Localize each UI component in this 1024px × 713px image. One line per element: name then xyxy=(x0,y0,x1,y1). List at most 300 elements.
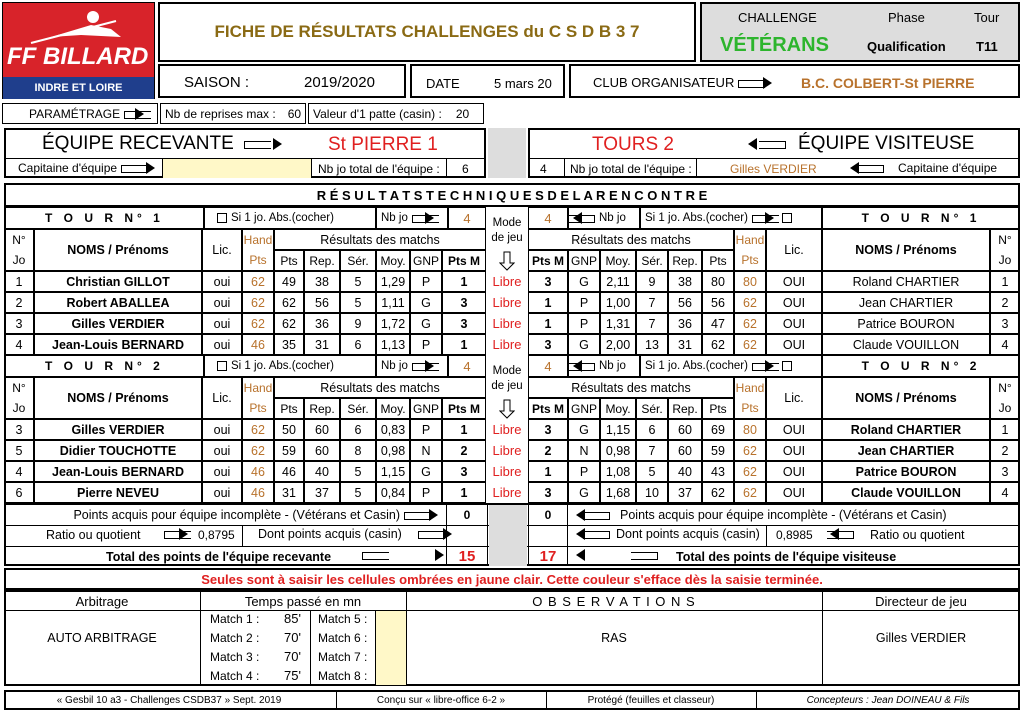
cell-alic[interactable]: OUI xyxy=(766,419,822,440)
logo-main: FF BILLARD xyxy=(7,43,149,70)
arrow-left-icon xyxy=(573,360,595,372)
saison-box xyxy=(158,64,406,98)
cell-aname[interactable]: Jean CHARTIER xyxy=(822,440,990,461)
col-header: NOMS / Prénoms xyxy=(822,377,990,419)
cell-hname[interactable]: Christian GILLOT xyxy=(34,271,202,292)
col-header: Lic. xyxy=(766,377,822,419)
arrow-left-icon xyxy=(576,509,610,521)
cell-hser[interactable]: 6 xyxy=(340,419,376,440)
cell-hser[interactable]: 5 xyxy=(340,482,376,503)
cell-arep[interactable]: 36 xyxy=(668,313,702,334)
col-header: Pts M xyxy=(528,398,568,419)
cell-hn[interactable]: 3 xyxy=(4,419,34,440)
cell-hgnp[interactable]: P xyxy=(410,482,442,503)
results-header: Résultats des matchs xyxy=(528,229,734,250)
cell-arep[interactable]: 60 xyxy=(668,419,702,440)
observations-label: O B S E R V A T I O N S xyxy=(532,593,696,609)
tour-label: Tour xyxy=(974,10,1000,25)
col-header: GNP xyxy=(410,398,442,419)
cell-hmoy[interactable]: 1,13 xyxy=(376,334,410,355)
cell-amoy[interactable]: 1,00 xyxy=(600,292,636,313)
cell-an[interactable]: 4 xyxy=(990,334,1020,355)
cell-hlic[interactable]: oui xyxy=(202,482,242,503)
cell-hrep[interactable]: 36 xyxy=(304,313,340,334)
incomplete-away-label: Points acquis pour équipe incomplète - (Vétérans et Casin) xyxy=(620,508,947,522)
cell-hpts[interactable]: 62 xyxy=(274,292,304,313)
col-header: Sér. xyxy=(636,250,668,271)
cell-hpts[interactable]: 62 xyxy=(274,313,304,334)
saison-label: SAISON : xyxy=(184,74,250,91)
cell-amoy[interactable]: 1,15 xyxy=(600,419,636,440)
absent-checkbox[interactable] xyxy=(782,213,792,223)
cell-hhand[interactable]: 62 xyxy=(242,292,274,313)
cell-hptsm[interactable]: 3 xyxy=(442,292,486,313)
col-header: N° xyxy=(4,229,34,250)
cell-aptsm[interactable]: 3 xyxy=(528,419,568,440)
cell-alic[interactable]: OUI xyxy=(766,482,822,503)
casin-home-label: Dont points acquis (casin) xyxy=(258,527,402,541)
cell-hhand[interactable]: 62 xyxy=(242,440,274,461)
cell-hgnp[interactable]: G xyxy=(410,292,442,313)
away-captain-label: Capitaine d'équipe xyxy=(898,161,998,175)
observations-value[interactable]: RAS xyxy=(601,631,627,645)
cell-apts[interactable]: 62 xyxy=(702,482,734,503)
cell-aptsm[interactable]: 3 xyxy=(528,334,568,355)
cell-agnp[interactable]: P xyxy=(568,292,600,313)
total-home-value: 15 xyxy=(446,547,488,566)
cell-aser[interactable]: 7 xyxy=(636,313,668,334)
tour-label-away: T O U R N° 1 xyxy=(822,207,1020,229)
home-captain-label: Capitaine d'équipe xyxy=(18,161,118,175)
cell-hmoy[interactable]: 1,72 xyxy=(376,313,410,334)
col-header: Pts M xyxy=(528,250,568,271)
col-header: GNP xyxy=(568,250,600,271)
cell-hgnp[interactable]: P xyxy=(410,271,442,292)
cell-an[interactable]: 3 xyxy=(990,461,1020,482)
cell-apts[interactable]: 69 xyxy=(702,419,734,440)
arrow-left-icon xyxy=(830,528,854,540)
col-header: Lic. xyxy=(202,229,242,271)
cell-hname[interactable]: Pierre NEVEU xyxy=(34,482,202,503)
arbitrage-value: AUTO ARBITRAGE xyxy=(47,631,157,645)
cell-hname[interactable]: Jean-Louis BERNARD xyxy=(34,334,202,355)
arrow-right-icon xyxy=(244,138,282,150)
match-time-value[interactable]: 75' xyxy=(284,668,301,683)
match-time-label: Match 6 : xyxy=(318,631,368,645)
cell-aptsm[interactable]: 1 xyxy=(528,461,568,482)
col-header: Jo xyxy=(990,398,1020,419)
reprises-value[interactable]: 60 xyxy=(287,106,302,121)
arrow-right-icon xyxy=(412,212,434,224)
arrow-right-icon xyxy=(412,360,434,372)
arrow-right-icon xyxy=(752,360,774,372)
col-header: Lic. xyxy=(766,229,822,271)
cell-amoy[interactable]: 2,11 xyxy=(600,271,636,292)
club-value: B.C. COLBERT-St PIERRE xyxy=(801,75,975,91)
col-header: N° xyxy=(990,377,1020,398)
col-header: Rep. xyxy=(668,250,702,271)
mode-header: Mode de jeu xyxy=(491,365,523,392)
cell-hrep[interactable]: 38 xyxy=(304,271,340,292)
absent-checkbox[interactable] xyxy=(217,213,227,223)
date-box xyxy=(410,64,565,98)
total-away-value: 17 xyxy=(528,547,568,566)
col-header: Pts xyxy=(734,250,766,271)
cell-hpts[interactable]: 49 xyxy=(274,271,304,292)
cell-aptsm[interactable]: 3 xyxy=(528,482,568,503)
cell-alic[interactable]: OUI xyxy=(766,313,822,334)
cell-amoy[interactable]: 1,68 xyxy=(600,482,636,503)
cell-amoy[interactable]: 1,08 xyxy=(600,461,636,482)
cell-hpts[interactable]: 31 xyxy=(274,482,304,503)
cell-hptsm[interactable]: 1 xyxy=(442,419,486,440)
match-time-value[interactable]: 70' xyxy=(284,649,301,664)
date-label: DATE xyxy=(426,76,460,91)
cell-amoy[interactable]: 2,00 xyxy=(600,334,636,355)
absent-checkbox[interactable] xyxy=(217,361,227,371)
col-header: Rep. xyxy=(304,398,340,419)
cell-hmoy[interactable]: 1,11 xyxy=(376,292,410,313)
home-team-name: St PIERRE 1 xyxy=(328,134,438,155)
match-time-label: Match 5 : xyxy=(318,612,368,626)
mode-cell: Libre xyxy=(492,485,522,500)
cell-hgnp[interactable]: P xyxy=(410,334,442,355)
mode-cell: Libre xyxy=(492,337,522,352)
cell-ahand[interactable]: 62 xyxy=(734,313,766,334)
cell-hmoy[interactable]: 0,98 xyxy=(376,440,410,461)
cell-hrep[interactable]: 31 xyxy=(304,334,340,355)
col-header: Jo xyxy=(4,398,34,419)
cell-hpts[interactable]: 46 xyxy=(274,461,304,482)
cell-hhand[interactable]: 46 xyxy=(242,461,274,482)
col-header: NOMS / Prénoms xyxy=(822,229,990,271)
page-title: FICHE DE RÉSULTATS CHALLENGES du C S D B 3 7 xyxy=(158,2,696,62)
col-header: Moy. xyxy=(600,398,636,419)
mode-cell: Libre xyxy=(492,464,522,479)
nbjo-label: Nb jo xyxy=(599,360,626,372)
cell-hhand[interactable]: 62 xyxy=(242,313,274,334)
cell-hhand[interactable]: 62 xyxy=(242,271,274,292)
cell-ahand[interactable]: 62 xyxy=(734,292,766,313)
cell-aname[interactable]: Jean CHARTIER xyxy=(822,292,990,313)
cell-alic[interactable]: OUI xyxy=(766,461,822,482)
challenge-box xyxy=(700,2,1020,62)
cell-aptsm[interactable]: 2 xyxy=(528,440,568,461)
cell-amoy[interactable]: 1,31 xyxy=(600,313,636,334)
arrow-right-icon xyxy=(121,162,155,174)
cell-an[interactable]: 1 xyxy=(990,271,1020,292)
cell-aname[interactable]: Claude VOUILLON xyxy=(822,334,990,355)
footer-2: Conçu sur « libre-office 6-2 » xyxy=(376,694,506,706)
cell-hrep[interactable]: 60 xyxy=(304,440,340,461)
cell-aser[interactable]: 6 xyxy=(636,419,668,440)
cell-hname[interactable]: Gilles VERDIER xyxy=(34,419,202,440)
cell-hn[interactable]: 5 xyxy=(4,440,34,461)
mode-cell: Libre xyxy=(492,422,522,437)
cell-hlic[interactable]: oui xyxy=(202,419,242,440)
total-home-label: Total des points de l'équipe recevante xyxy=(106,550,332,564)
cell-agnp[interactable]: G xyxy=(568,419,600,440)
cell-hgnp[interactable]: G xyxy=(410,461,442,482)
nbjo-label: Nb jo xyxy=(381,360,408,372)
date-value: 5 mars 20 xyxy=(494,76,552,91)
match-time-value[interactable]: 85' xyxy=(284,611,301,626)
cell-hname[interactable]: Jean-Louis BERNARD xyxy=(34,461,202,482)
cell-hptsm[interactable]: 1 xyxy=(442,271,486,292)
cell-apts[interactable]: 62 xyxy=(702,334,734,355)
cell-hlic[interactable]: oui xyxy=(202,271,242,292)
cell-aser[interactable]: 9 xyxy=(636,271,668,292)
tour-label-home: T O U R N° 2 xyxy=(4,355,204,377)
cell-hn[interactable]: 6 xyxy=(4,482,34,503)
home-team-label: ÉQUIPE RECEVANTE xyxy=(42,133,234,154)
arrow-right-icon xyxy=(752,212,774,224)
home-captain-field[interactable] xyxy=(162,159,312,178)
cell-agnp[interactable]: N xyxy=(568,440,600,461)
footer-3: Protégé (feuilles et classeur) xyxy=(587,694,715,706)
cell-aser[interactable]: 7 xyxy=(636,440,668,461)
col-header: Rep. xyxy=(668,398,702,419)
cell-hlic[interactable]: oui xyxy=(202,292,242,313)
col-header: Moy. xyxy=(600,250,636,271)
notice: Seules sont à saisir les cellules ombrées en jaune clair. Cette couleur s'efface dès la saisie terminée. xyxy=(4,568,1020,590)
results-header: Résultats des matchs xyxy=(274,377,486,398)
cell-hrep[interactable]: 60 xyxy=(304,419,340,440)
away-team-label: ÉQUIPE VISITEUSE xyxy=(798,133,975,154)
total-away-label: Total des points de l'équipe visiteuse xyxy=(676,550,897,564)
results-header: Résultats des matchs xyxy=(274,229,486,250)
patte-value[interactable]: 20 xyxy=(455,106,470,121)
col-header: Jo xyxy=(990,250,1020,271)
cell-an[interactable]: 4 xyxy=(990,482,1020,503)
cell-hhand[interactable]: 46 xyxy=(242,334,274,355)
ratio-home-label: Ratio ou quotient xyxy=(46,528,141,542)
away-captain-field[interactable]: Gilles VERDIER xyxy=(730,162,817,176)
challenge-tour: T11 xyxy=(976,39,998,54)
cell-arep[interactable]: 56 xyxy=(668,292,702,313)
away-nbjo: 4 xyxy=(540,162,547,176)
abs-label: Si 1 jo. Abs.(cocher) xyxy=(645,212,748,224)
cell-hn[interactable]: 4 xyxy=(4,334,34,355)
match-time-label: Match 7 : xyxy=(318,650,368,664)
cell-ahand[interactable]: 62 xyxy=(734,461,766,482)
cell-hn[interactable]: 4 xyxy=(4,461,34,482)
cell-hser[interactable]: 5 xyxy=(340,461,376,482)
cell-ahand[interactable]: 80 xyxy=(734,271,766,292)
match-time-value[interactable]: 70' xyxy=(284,630,301,645)
cell-arep[interactable]: 38 xyxy=(668,271,702,292)
cell-hmoy[interactable]: 1,15 xyxy=(376,461,410,482)
cell-hhand[interactable]: 46 xyxy=(242,482,274,503)
col-header: Moy. xyxy=(376,250,410,271)
results-title: R É S U L T A T S T E C H N I Q U E S D E L A R E N C O N T R E xyxy=(4,183,1020,207)
club-box xyxy=(569,64,1020,98)
temps-label: Temps passé en mn xyxy=(244,593,362,609)
away-nbjo-label: Nb jo total de l'équipe : xyxy=(570,162,692,176)
cell-hser[interactable]: 9 xyxy=(340,313,376,334)
cell-hname[interactable]: Didier TOUCHOTTE xyxy=(34,440,202,461)
club-label: CLUB ORGANISATEUR xyxy=(593,75,735,90)
arrow-right-icon xyxy=(124,108,144,120)
cell-arep[interactable]: 31 xyxy=(668,334,702,355)
cell-hname[interactable]: Gilles VERDIER xyxy=(34,313,202,334)
cell-aname[interactable]: Patrice BOURON xyxy=(822,461,990,482)
cell-aser[interactable]: 5 xyxy=(636,461,668,482)
cell-aser[interactable]: 13 xyxy=(636,334,668,355)
cell-hgnp[interactable]: P xyxy=(410,419,442,440)
cell-agnp[interactable]: G xyxy=(568,482,600,503)
cell-an[interactable]: 2 xyxy=(990,440,1020,461)
cell-hgnp[interactable]: N xyxy=(410,440,442,461)
cell-aser[interactable]: 10 xyxy=(636,482,668,503)
cell-hlic[interactable]: oui xyxy=(202,440,242,461)
ratio-home-value: 0,8795 xyxy=(198,528,235,542)
incomplete-home-value: 0 xyxy=(446,505,488,525)
phase-label: Phase xyxy=(888,10,925,25)
cell-agnp[interactable]: P xyxy=(568,313,600,334)
cell-apts[interactable]: 43 xyxy=(702,461,734,482)
cell-aname[interactable]: Claude VOUILLON xyxy=(822,482,990,503)
cell-hser[interactable]: 5 xyxy=(340,292,376,313)
nbjo-home: 4 xyxy=(448,355,486,377)
home-team-box xyxy=(4,128,486,178)
cell-hser[interactable]: 8 xyxy=(340,440,376,461)
arrow-right-icon xyxy=(404,509,438,521)
cell-an[interactable]: 1 xyxy=(990,419,1020,440)
cell-alic[interactable]: OUI xyxy=(766,292,822,313)
cell-hpts[interactable]: 50 xyxy=(274,419,304,440)
cell-arep[interactable]: 40 xyxy=(668,461,702,482)
cell-aname[interactable]: Patrice BOURON xyxy=(822,313,990,334)
cell-hmoy[interactable]: 0,83 xyxy=(376,419,410,440)
cell-hptsm[interactable]: 3 xyxy=(442,313,486,334)
mode-cell: Libre xyxy=(492,274,522,289)
arrow-right-icon xyxy=(164,528,188,540)
cell-arep[interactable]: 37 xyxy=(668,482,702,503)
cell-ahand[interactable]: 62 xyxy=(734,482,766,503)
col-header: GNP xyxy=(410,250,442,271)
cell-ahand[interactable]: 62 xyxy=(734,334,766,355)
cell-alic[interactable]: OUI xyxy=(766,440,822,461)
col-header: NOMS / Prénoms xyxy=(34,377,202,419)
cell-hser[interactable]: 6 xyxy=(340,334,376,355)
cell-an[interactable]: 3 xyxy=(990,313,1020,334)
challenge-phase: Qualification xyxy=(867,39,946,54)
cell-apts[interactable]: 47 xyxy=(702,313,734,334)
cell-hpts[interactable]: 59 xyxy=(274,440,304,461)
arrow-right-icon xyxy=(738,77,772,89)
col-header: NOMS / Prénoms xyxy=(34,229,202,271)
arrow-left-icon xyxy=(576,528,610,540)
cell-hptsm[interactable]: 3 xyxy=(442,461,486,482)
cell-hn[interactable]: 3 xyxy=(4,313,34,334)
arrow-left-icon xyxy=(573,212,595,224)
col-header: Hand xyxy=(242,377,274,398)
col-header: Hand xyxy=(242,229,274,250)
col-header: Pts xyxy=(242,250,274,271)
cell-alic[interactable]: OUI xyxy=(766,271,822,292)
home-nbjo-label: Nb jo total de l'équipe : xyxy=(318,162,440,176)
cell-hmoy[interactable]: 1,29 xyxy=(376,271,410,292)
tour-label-home: T O U R N° 1 xyxy=(4,207,204,229)
cell-hpts[interactable]: 35 xyxy=(274,334,304,355)
cell-hptsm[interactable]: 1 xyxy=(442,334,486,355)
footer-1: « Gesbil 10 a3 - Challenges CSDB37 » Sept. 2019 xyxy=(56,694,282,706)
mode-cell: Libre xyxy=(492,443,522,458)
cell-aname[interactable]: Roland CHARTIER xyxy=(822,271,990,292)
param-label-box xyxy=(2,103,158,124)
col-header: Sér. xyxy=(636,398,668,419)
nbjo-away: 4 xyxy=(528,207,568,229)
cell-agnp[interactable]: P xyxy=(568,461,600,482)
mode-cell: Libre xyxy=(492,295,522,310)
cell-aptsm[interactable]: 1 xyxy=(528,292,568,313)
cell-hmoy[interactable]: 0,84 xyxy=(376,482,410,503)
match-time-label: Match 4 : xyxy=(210,669,260,683)
cell-amoy[interactable]: 0,98 xyxy=(600,440,636,461)
cell-apts[interactable]: 56 xyxy=(702,292,734,313)
cell-hrep[interactable]: 37 xyxy=(304,482,340,503)
col-header: Pts M xyxy=(442,398,486,419)
directeur-value[interactable]: Gilles VERDIER xyxy=(875,631,967,645)
cell-aser[interactable]: 7 xyxy=(636,292,668,313)
absent-checkbox[interactable] xyxy=(782,361,792,371)
cell-hser[interactable]: 5 xyxy=(340,271,376,292)
cell-agnp[interactable]: G xyxy=(568,334,600,355)
nbjo-label: Nb jo xyxy=(381,212,408,224)
cell-agnp[interactable]: G xyxy=(568,271,600,292)
cell-hlic[interactable]: oui xyxy=(202,313,242,334)
match-time-label: Match 2 : xyxy=(210,631,260,645)
cell-hlic[interactable]: oui xyxy=(202,461,242,482)
cell-hname[interactable]: Robert ABALLEA xyxy=(34,292,202,313)
patte-label: Valeur d'1 patte (casin) : xyxy=(313,106,442,121)
away-team-box xyxy=(528,128,1020,178)
arrow-right-icon xyxy=(362,549,444,561)
cell-hptsm[interactable]: 2 xyxy=(442,440,486,461)
cell-apts[interactable]: 59 xyxy=(702,440,734,461)
logo-sub: INDRE ET LOIRE xyxy=(34,82,123,94)
cell-hrep[interactable]: 40 xyxy=(304,461,340,482)
cell-aptsm[interactable]: 3 xyxy=(528,271,568,292)
cell-hptsm[interactable]: 1 xyxy=(442,482,486,503)
incomplete-home-label: Points acquis pour équipe incomplète - (Vétérans et Casin) xyxy=(73,508,400,522)
cell-ahand[interactable]: 80 xyxy=(734,419,766,440)
col-header: N° xyxy=(990,229,1020,250)
cell-ahand[interactable]: 62 xyxy=(734,440,766,461)
col-header: Pts xyxy=(702,250,734,271)
cell-hhand[interactable]: 62 xyxy=(242,419,274,440)
casin-away-value xyxy=(528,526,568,546)
col-header: Jo xyxy=(4,250,34,271)
cell-aptsm[interactable]: 1 xyxy=(528,313,568,334)
cell-hgnp[interactable]: G xyxy=(410,313,442,334)
patte-box xyxy=(308,103,484,124)
cell-aname[interactable]: Roland CHARTIER xyxy=(822,419,990,440)
arrow-left-icon xyxy=(748,138,786,150)
cell-an[interactable]: 2 xyxy=(990,292,1020,313)
cell-hlic[interactable]: oui xyxy=(202,334,242,355)
cell-apts[interactable]: 80 xyxy=(702,271,734,292)
cell-alic[interactable]: OUI xyxy=(766,334,822,355)
abs-label: Si 1 jo. Abs.(cocher) xyxy=(231,360,334,372)
cell-hn[interactable]: 2 xyxy=(4,292,34,313)
footer-4: Concepteurs : Jean DOINEAU & Fils xyxy=(806,694,970,706)
cell-hn[interactable]: 1 xyxy=(4,271,34,292)
col-header: Hand xyxy=(734,229,766,250)
cell-arep[interactable]: 60 xyxy=(668,440,702,461)
cell-hrep[interactable]: 56 xyxy=(304,292,340,313)
